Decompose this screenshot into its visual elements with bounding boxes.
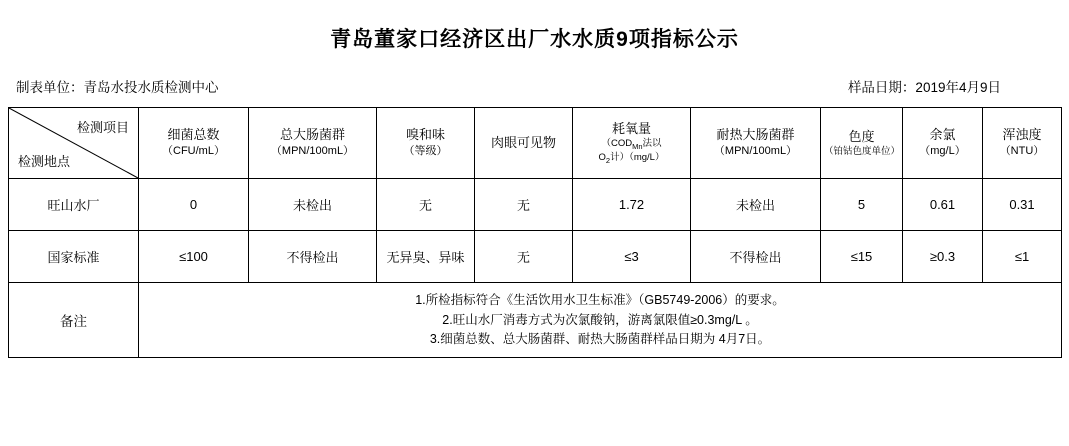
cell-plant-chromaticity: 5 xyxy=(821,179,903,231)
header-col-residual-chlorine: 余氯 （mg/L） xyxy=(903,108,983,179)
cell-standard-chromaticity: ≤15 xyxy=(821,231,903,283)
header-col-thermotolerant-coliform: 耐热大肠菌群 （MPN/100mL） xyxy=(691,108,821,179)
note-line-3: 3.细菌总数、总大肠菌群、耐热大肠菌群样品日期为 4月7日。 xyxy=(429,331,771,346)
oxygen-unit-line2: $O_2$计）（mg/L） xyxy=(598,152,665,166)
water-quality-report xyxy=(0,27,1069,446)
table-header-row xyxy=(9,108,1062,179)
notes-content xyxy=(139,283,1062,358)
cell-standard-bacteria-count: ≤100 xyxy=(139,231,249,283)
header-col-turbidity: 浑浊度 （NTU） xyxy=(983,108,1062,179)
cell-plant-odor-taste: 无 xyxy=(377,179,475,231)
header-col-visible-matter: 肉眼可见物 xyxy=(475,108,573,179)
header-corner-cell xyxy=(9,108,139,179)
water-quality-table xyxy=(8,107,1062,358)
cell-standard-oxygen-consumption: ≤3 xyxy=(573,231,691,283)
cell-plant-oxygen-consumption: 1.72 xyxy=(573,179,691,231)
cell-plant-residual-chlorine: 0.61 xyxy=(903,179,983,231)
note-line-1: 1.所检指标符合《生活饮用水卫生标准》（GB5749-2006）的要求。 xyxy=(415,293,785,308)
sample-date-label: 样品日期：2019年4月9日 xyxy=(847,80,1001,96)
page-title: 青岛董家口经济区出厂水水质9项指标公示 xyxy=(330,28,739,51)
notes-label: 备注 xyxy=(9,283,139,358)
note-line-2: 2.旺山水厂消毒方式为次氯酸钠，游离氯限值≥0.3mg/L 。 xyxy=(442,312,758,327)
oxygen-unit-line1: （$COD_{Mn}$法以 xyxy=(601,138,662,151)
header-col-bacteria-count: 细菌总数 （CFU/mL） xyxy=(139,108,249,179)
meta-row xyxy=(0,76,1069,96)
row-label-plant: 旺山水厂 xyxy=(9,179,139,231)
cell-plant-total-coliform: 未检出 xyxy=(249,179,377,231)
table-row xyxy=(9,179,1062,231)
cell-plant-thermotolerant-coliform: 未检出 xyxy=(691,179,821,231)
cell-standard-residual-chlorine: ≥0.3 xyxy=(903,231,983,283)
header-col-odor-taste: 嗅和味 （等级） xyxy=(377,108,475,179)
cell-standard-thermotolerant-coliform: 不得检出 xyxy=(691,231,821,283)
cell-standard-visible-matter: 无 xyxy=(475,231,573,283)
header-label-item: 检测项目 xyxy=(76,120,129,136)
table-row xyxy=(9,231,1062,283)
header-label-location: 检测地点 xyxy=(18,154,71,170)
maker-unit-label: 制表单位：青岛水投水质检测中心 xyxy=(16,80,219,96)
header-col-oxygen-consumption: 耗氧量 （$COD_{Mn}$法以 $O_2$计）（mg/L） xyxy=(573,108,691,179)
cell-standard-odor-taste: 无异臭、异味 xyxy=(377,231,475,283)
cell-plant-visible-matter: 无 xyxy=(475,179,573,231)
cell-plant-bacteria-count: 0 xyxy=(139,179,249,231)
cell-standard-turbidity: ≤1 xyxy=(983,231,1062,283)
cell-plant-turbidity: 0.31 xyxy=(983,179,1062,231)
cell-standard-total-coliform: 不得检出 xyxy=(249,231,377,283)
header-col-total-coliform: 总大肠菌群 （MPN/100mL） xyxy=(249,108,377,179)
header-col-chromaticity: 色度 （铂钴色度单位） xyxy=(821,108,903,179)
notes-row xyxy=(9,283,1062,358)
row-label-national-standard: 国家标准 xyxy=(9,231,139,283)
